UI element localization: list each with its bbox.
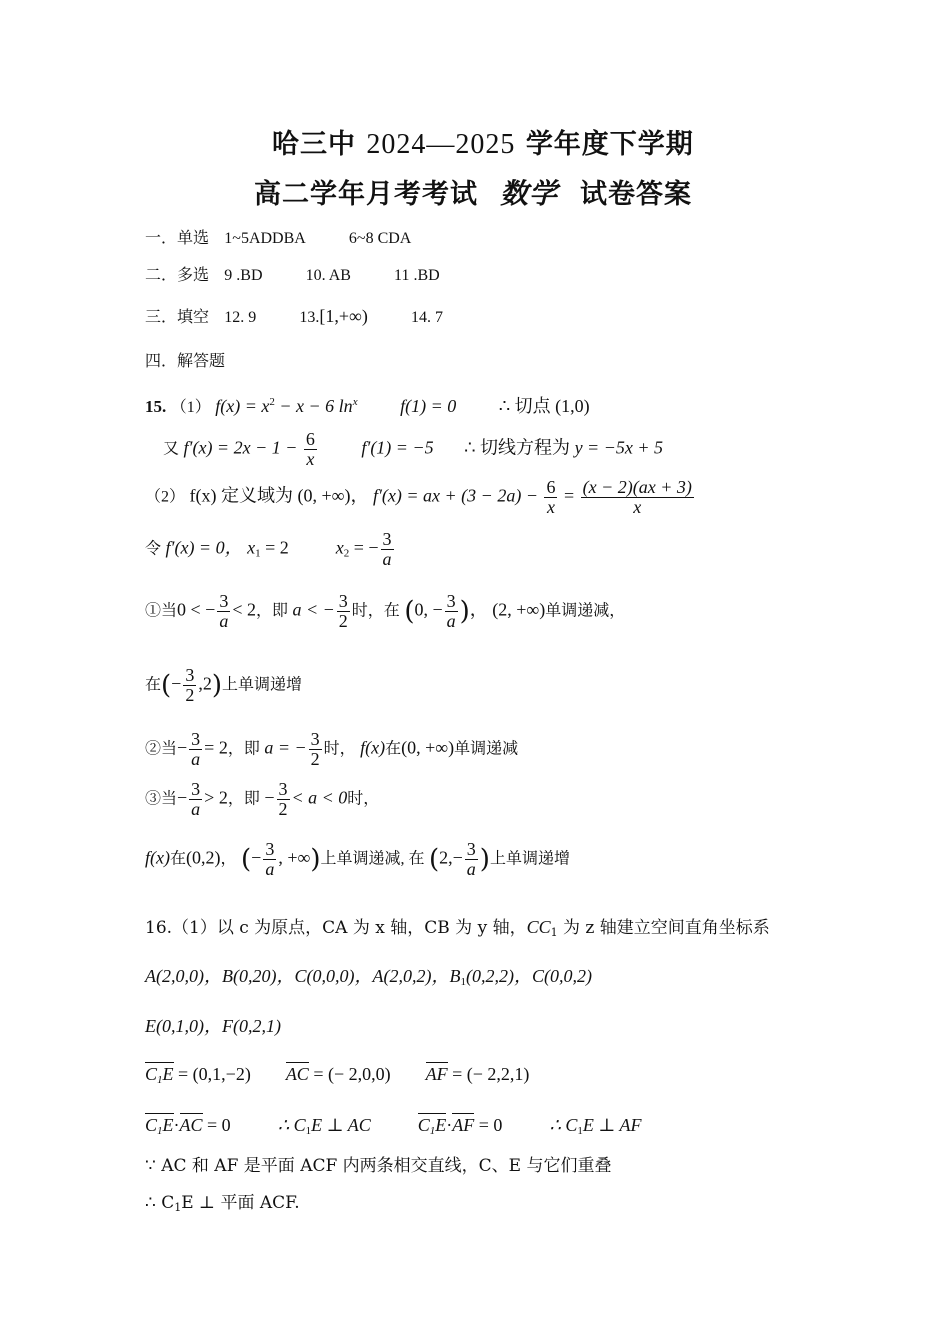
case3-interval-b: , +∞	[278, 847, 311, 868]
vec-sub: 1	[157, 1074, 163, 1086]
vector-c1e	[145, 1062, 174, 1084]
paren-close: )	[479, 844, 490, 875]
q16-points-b: (0,2,2)，C(0,0,2)	[465, 966, 592, 986]
fill-answer-14: 14. 7	[410, 309, 443, 326]
q16-intro	[145, 913, 770, 939]
multi-answer-10: 10. AB	[305, 267, 351, 284]
frac-den: a	[466, 858, 476, 879]
answers-solve	[145, 348, 225, 371]
case3-when: ③当	[145, 790, 178, 808]
q15-number: 15.	[145, 397, 167, 416]
case1-on: 在	[145, 676, 162, 694]
paren-close: )	[459, 596, 470, 627]
case2-ie: ，即	[227, 740, 260, 758]
q15-part1	[145, 392, 590, 418]
case3-ineq: > 2	[204, 787, 228, 808]
case3-ie: ，即	[227, 790, 260, 808]
case2-fx: f(x)	[360, 737, 386, 758]
comma: ，	[469, 599, 488, 620]
perp2-sub: 1	[577, 1125, 583, 1137]
q15-function-exp: 2	[269, 396, 275, 408]
q16-since-text: ∵ AC 和 AF 是平面 ACF 内两条相交直线，C、E 与它们重叠	[145, 1156, 612, 1176]
frac-num: 3	[310, 729, 320, 749]
minus: −	[264, 787, 275, 808]
fill-answer-13-label: 13.	[299, 309, 320, 326]
title-school: 哈三中	[272, 129, 356, 160]
multi-answer-9: 9 .BD	[224, 267, 263, 284]
vector-c1e	[418, 1113, 447, 1135]
paren-close: )	[310, 844, 321, 875]
case1-ineq-b: < 2	[232, 599, 256, 620]
paren-open: (	[241, 844, 252, 875]
q16-b1: B	[449, 966, 461, 986]
frac-den: a	[191, 798, 201, 819]
q15-part2-label: （2）	[145, 488, 186, 506]
frac-num: 3	[219, 591, 229, 611]
frac-num: 3	[191, 779, 201, 799]
perp1-pre: ∴ C	[277, 1115, 306, 1135]
case3-a-range: < a < 0	[291, 787, 348, 808]
q16-therefore-sub: 1	[174, 1201, 182, 1214]
q15-case3-cont	[145, 840, 570, 879]
case3-interval-a: (0,2)	[186, 847, 221, 868]
frac-num: 6	[546, 477, 556, 497]
multi-label: 二．多选	[145, 265, 210, 284]
case1-when: ①当	[145, 602, 178, 620]
comma: ，	[220, 850, 237, 868]
vec-c: C	[145, 1115, 158, 1135]
q15-tangent-point: ∴ 切点 (1,0)	[498, 396, 590, 416]
frac-3-2	[277, 780, 290, 819]
frac-num: 3	[191, 729, 201, 749]
q15-tangent-line: y = −5x + 5	[574, 437, 663, 458]
frac-3-a	[465, 840, 478, 879]
q16-coords-2	[145, 1012, 281, 1038]
frac-num: 6	[305, 429, 315, 449]
frac-num: (x − 2)(ax + 3)	[582, 477, 692, 497]
q16-therefore-post: E ⊥ 平面 ACF.	[181, 1193, 300, 1213]
case2-on: 在	[385, 740, 402, 758]
title-exam: 高二学年月考考试	[254, 179, 478, 210]
case3-interval-c: 2,−	[439, 847, 463, 868]
perp1-sub: 1	[305, 1125, 312, 1137]
q15-domain: f(x) 定义域为 (0, +∞)，	[189, 485, 369, 506]
vec-c: C	[417, 1115, 430, 1135]
minus: −	[177, 787, 188, 808]
paren-open: (	[161, 670, 172, 701]
q15-f1: f(1) = 0	[400, 396, 457, 416]
q15-roots	[145, 530, 396, 569]
frac-3-a	[217, 592, 230, 631]
q15-derivative-2: f′(x) = ax + (3 − 2a) −	[372, 485, 538, 506]
frac-den: a	[265, 858, 275, 879]
q15-case3	[145, 780, 379, 819]
frac-den: 2	[338, 610, 348, 631]
x2-val: = −	[349, 537, 379, 558]
q16-since	[145, 1151, 612, 1176]
q15-part1-label: （1）	[170, 399, 211, 416]
answers-single	[145, 225, 411, 248]
q16-setup-2: 为 z 轴建立空间直角坐标系	[557, 918, 770, 938]
x1: x	[247, 537, 256, 558]
title-subject: 数学	[500, 177, 559, 210]
case1-ie: ，即	[255, 602, 288, 620]
single-answers-2: 6~8 CDA	[348, 230, 412, 247]
title-term: 学年度下学期	[525, 129, 694, 160]
frac-3-a	[189, 730, 202, 769]
case2-when: ②当	[145, 740, 178, 758]
vector-ac-val: = (− 2,0,0)	[308, 1064, 391, 1084]
q15-frac-6-x-b	[544, 478, 557, 517]
frac-den: x	[633, 496, 642, 517]
paren-open: (	[404, 596, 415, 627]
q15-function-rest: − x − 6 ln	[274, 396, 353, 416]
vector-af-val: = (− 2,2,1)	[447, 1064, 530, 1084]
case3-decreasing: 上单调递减, 在	[320, 850, 425, 868]
case2-eq: = 2	[204, 737, 228, 758]
vector-af: AF	[425, 1064, 448, 1084]
frac-den: x	[546, 496, 555, 517]
q16-coords-1	[145, 962, 592, 988]
solve-label: 四．解答题	[145, 351, 226, 370]
dot-2-val: = 0	[474, 1115, 503, 1135]
perp2-post: E ⊥ AF	[582, 1115, 642, 1135]
vec-sub: 1	[429, 1125, 436, 1137]
x1-sub: 1	[255, 547, 261, 560]
frac-3-2	[337, 592, 350, 631]
title-line-2	[254, 172, 692, 212]
perp2-pre: ∴ C	[549, 1115, 578, 1135]
case2-then: 时，	[323, 740, 356, 758]
x1-val: = 2	[260, 537, 289, 558]
paren-open: (	[428, 844, 440, 875]
q15-part2	[145, 478, 696, 517]
frac-den: 2	[185, 684, 195, 705]
case1-decreasing: 单调递减，	[545, 602, 626, 620]
equals: =	[563, 485, 575, 506]
case2-decreasing: 单调递减	[454, 740, 519, 758]
frac-3-2	[183, 666, 196, 705]
title-answer-key: 试卷答案	[580, 179, 693, 210]
q15-again: 又	[163, 440, 180, 458]
q15-case1-cont	[145, 666, 302, 705]
case2-a-val: a = −	[264, 737, 307, 758]
perp1-post: E ⊥ AC	[311, 1115, 371, 1135]
vec-e: E	[162, 1064, 174, 1084]
frac-3-a	[263, 840, 276, 879]
vec-c: C	[145, 1064, 158, 1084]
vector-ac: AC	[179, 1115, 203, 1135]
frac-num: 3	[466, 839, 476, 859]
q15-function: f(x) = x	[215, 396, 270, 416]
vector-ac: AC	[285, 1064, 309, 1084]
frac-num: 3	[382, 529, 392, 549]
q15-deriv-at-1: f′(1) = −5	[361, 437, 434, 458]
frac-den: a	[191, 748, 201, 769]
q16-therefore	[145, 1188, 300, 1214]
case1-a-cond: a < −	[292, 599, 335, 620]
minus: −	[177, 737, 188, 758]
q16-cc1-sub: 1	[550, 926, 558, 939]
fill-label: 三．填空	[145, 307, 210, 326]
dot-1-val: = 0	[202, 1115, 231, 1135]
minus: −	[171, 673, 182, 694]
frac-3-a	[189, 780, 202, 819]
frac-num: 3	[338, 591, 348, 611]
vec-e: E	[162, 1115, 174, 1135]
frac-den: a	[382, 548, 392, 569]
case1-interval-a: 0, −	[414, 599, 443, 620]
q16-cc1: CC	[526, 917, 551, 937]
fill-answer-12: 12. 9	[224, 309, 257, 326]
q15-frac-6-x	[304, 430, 317, 469]
case3-then: 时，	[347, 790, 380, 808]
q15-frac-factored	[581, 478, 694, 517]
vec-sub: 1	[157, 1125, 163, 1137]
vector-c1e-val: = (0,1,−2)	[173, 1064, 251, 1084]
answers-multi	[145, 262, 440, 285]
q16-points-a: A(2,0,0)，B(0,20)，C(0,0,0)，A(2,0,2)，	[145, 966, 450, 986]
q16-setup: 16.（1）以 c 为原点，CA 为 x 轴，CB 为 y 轴，	[145, 918, 527, 938]
case1-ineq-a: 0 < −	[177, 599, 216, 620]
single-answers-1: 1~5ADDBA	[224, 230, 306, 247]
frac-num: 3	[265, 839, 275, 859]
q16-vectors	[145, 1064, 529, 1086]
q16-b1-sub: 1	[460, 976, 466, 988]
q15-let-eq: f′(x) = 0，	[165, 537, 243, 558]
frac-num: 3	[185, 665, 195, 685]
q15-case2	[145, 730, 518, 769]
frac-num: 3	[278, 779, 288, 799]
frac-den: a	[219, 610, 229, 631]
case3-fx: f(x)	[145, 847, 170, 868]
frac-den: x	[306, 448, 315, 469]
answers-fill	[145, 304, 443, 327]
q15-case1	[145, 592, 625, 631]
q15-tangent-line-label: ∴ 切线方程为	[464, 437, 571, 458]
frac-den: 2	[278, 798, 288, 819]
title-line-1	[272, 122, 694, 161]
title-years: 2024—2025	[366, 129, 516, 160]
x2: x	[335, 537, 344, 558]
frac-3-a	[445, 592, 458, 631]
q15-ln-arg: x	[352, 396, 358, 408]
vector-af: AF	[452, 1115, 475, 1135]
vec-e: E	[435, 1115, 447, 1135]
case1-interval-b: (2, +∞)	[492, 599, 546, 620]
minus: −	[251, 847, 262, 868]
frac-den: a	[446, 610, 456, 631]
frac-num: 3	[446, 591, 456, 611]
fill-answer-13: [1,+∞)	[319, 306, 368, 326]
case2-interval: (0, +∞)	[401, 737, 455, 758]
vector-c1e	[145, 1113, 174, 1135]
case1-increasing: 上单调递增	[221, 676, 302, 694]
case1-interval-c: ,2	[198, 673, 212, 694]
multi-answer-11: 11 .BD	[394, 267, 440, 284]
case3-increasing: 上单调递增	[489, 850, 570, 868]
frac-3-a	[381, 530, 394, 569]
case3-on: 在	[169, 850, 186, 868]
q15-derivative-line	[163, 430, 663, 469]
single-label: 一．单选	[145, 228, 210, 247]
q16-dot-products: $C_1E\cdot AC = 0$ ∴ $C_1E$ ⊥ AC $C_1E\cdot AF = 0$ ∴ $C_1E$ ⊥ AF	[145, 1115, 642, 1137]
frac-den: 2	[310, 748, 320, 769]
x2-sub: 2	[343, 547, 350, 560]
paren-close: )	[211, 670, 222, 701]
q16-points-c: E(0,1,0)，F(0,2,1)	[145, 1016, 281, 1036]
q15-derivative: f′(x) = 2x − 1 −	[183, 437, 298, 458]
q16-therefore-pre: ∴ C	[145, 1193, 175, 1213]
q15-let: 令	[145, 540, 162, 558]
case1-then: 时，在	[351, 602, 400, 620]
frac-3-2	[309, 730, 322, 769]
